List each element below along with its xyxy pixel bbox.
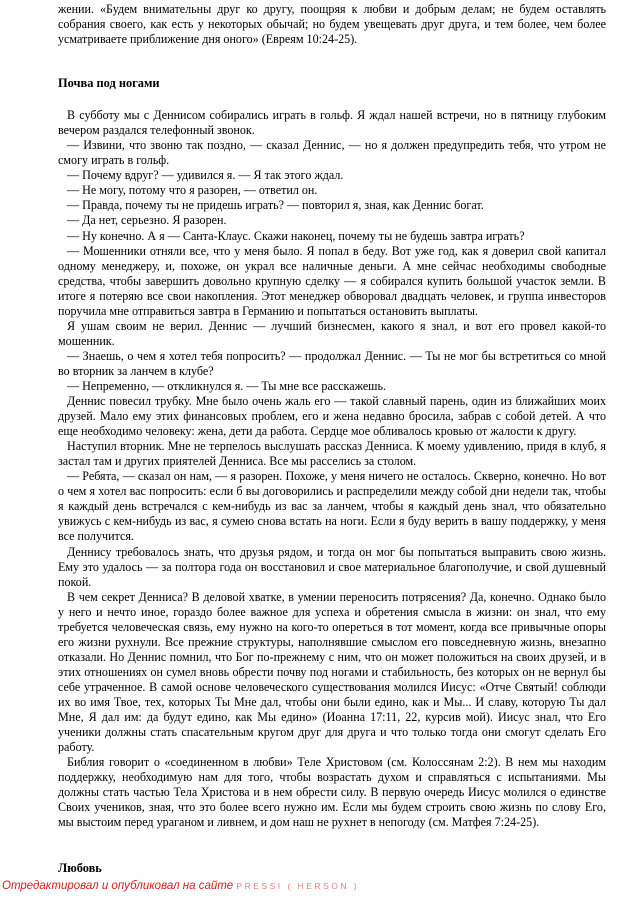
paragraph: — Правда, почему ты не придешь играть? — повторил я, зная, как Деннис богат. (67, 198, 484, 213)
section-title: Почва под ногами (58, 76, 160, 91)
paragraph: — Не могу, потому что я разорен, — ответил он. (67, 183, 318, 198)
paragraph: — Ребята, — сказал он нам, — я разорен. Похоже, у меня ничего не осталось. Скверно, конечно. Но вот о чем я хотел вас попросить: если б вы договорились и распределили между собой дни недели так, чтобы я каждый день встречался с кем-нибудь из вас за ланчем, чтобы я каждый день знал, что обязательно увижусь с кем-нибудь из вас, я сумею снова встать на ноги. Если я буду верить в вашу поддержку, у меня все получится. (58, 469, 606, 544)
paragraph: — Да нет, серьезно. Я разорен. (67, 213, 227, 228)
paragraph: — Почему вдруг? — удивился я. — Я так этого ждал. (67, 168, 344, 183)
paragraph: Библия говорит о «соединенном в любви» Теле Христовом (см. Колоссянам 2:2). В нем мы находим поддержку, необходимую нам для того, чтобы возрастать духом и справляться с испытаниями. Мы должны стать частью Тела Христова и в нем обрести силу. В первую очередь Иисус молился о единстве Своих учеников, зная, что это более всего нужно им. Если мы будем строить свою жизнь по слову Его, мы выстоим перед ураганом и ливнем, и дом наш не рухнет в непогоду (см. Матфея 7:24-25). (58, 755, 606, 830)
paragraph: — Извини, что звоню так поздно, — сказал Деннис, — но я должен предупредить тебя, что утром не смогу играть в гольф. (58, 138, 606, 168)
paragraph: — Непременно, — откликнулся я. — Ты мне все расскажешь. (67, 378, 387, 393)
paragraph: Деннису требовалось знать, что друзья рядом, и тогда он мог бы попытаться выправить свою жизнь. Ему это удалось — за полтора года он восстановил и свое материальное благополучие, и свой душевный покой. (58, 544, 606, 589)
section-body (58, 108, 606, 830)
paragraph: В чем секрет Денниса? В деловой хватке, в умении переносить потрясения? Да, конечно. Однако было у него и нечто иное, гораздо более важное для успеха и обретения смысла в жизни: он знал, что ему требуется человеческая связь, ему нужно на кого-то опереться в тот момент, когда все привычные опоры его жизни рухнули. Все прежние структуры, наполнявшие смыслом его повседневную жизнь, внезапно отказали. Но Деннис помнил, что Бог по-прежнему с ним, что он может положиться на своих друзей, и в этих отношениях он сумел вновь обрести почву под ногами и стабильность, без которых он не вернул бы себе утраченное. В самой основе человеческого существования молился Иисус: «Отче Святый! соблюди их во имя Твое, тех, которых Ты Мне дал, чтобы они были едино, как и Мы... И славу, которую Ты дал Мне, Я дал им: да будут едино, как Мы едино» (Иоанна 17:11, 22, курсив мой). Иисус знал, что Его ученики должны стать спасательным кругом друг для друга и что только тогда они смогут сделать Его работу. (58, 589, 606, 755)
paragraph: В субботу мы с Деннисом собирались играть в гольф. Я ждал нашей встречи, но в пятницу глубоким вечером раздался телефонный звонок. (58, 108, 606, 138)
paragraph: Деннис повесил трубку. Мне было очень жаль его — такой славный парень, один из ближайших моих друзей. Мало ему этих финансовых проблем, его и жена недавно бросила, забрав с собой детей. А что еще необходимо человеку: жена, дети да работа. Сердце мое обливалось кровью от жалости к другу. (58, 394, 606, 439)
footer-credit (2, 880, 359, 892)
footer-text: Отредактировал и опубликовал на сайте (2, 880, 234, 892)
intro-text (58, 2, 606, 47)
paragraph: — Ну конечно. А я — Санта-Клаус. Скажи наконец, почему ты не будешь завтра играть? (67, 228, 525, 243)
paragraph: Я ушам своим не верил. Деннис — лучший бизнесмен, какого я знал, и вот его провел какой-то мошенник. (58, 318, 606, 348)
paragraph: Наступил вторник. Мне не терпелось выслушать рассказ Денниса. К моему удивлению, придя в клуб, я застал там и других приятелей Денниса. Все мы расселись за столом. (58, 439, 606, 469)
section-title-love: Любовь (58, 861, 102, 876)
page-content (58, 2, 606, 876)
paragraph: — Знаешь, о чем я хотел тебя попросить? — продолжал Деннис. — Ты не мог бы встретиться со мной во вторник за ланчем в клубе? (58, 348, 606, 378)
paragraph: жении. «Будем внимательны друг ко другу, поощряя к любви и добрым делам; не будем оставлять собрания своего, как есть у некоторых обычай; но будем увещевать друг друга, и тем более, чем более усматриваете приближение дня оного» (Евреям 10:24-25). (58, 2, 606, 47)
footer-brand-link[interactable]: PRESSI ( HERSON ) (236, 881, 360, 891)
paragraph: — Мошенники отняли все, что у меня было. Я попал в беду. Вот уже год, как я доверил свой капитал одному менеджеру, и, похоже, он украл все наличные деньги. А мне сейчас необходимы свободные средства, чтобы завершить довольно крупную сделку — я собирался купить большой участок земли. В итоге я потеряю все свои накопления. Этот менеджер обворовал двадцать человек, и группа инвесторов поручила мне отправиться завтра в Германию и попытаться остановить выплаты. (58, 243, 606, 318)
